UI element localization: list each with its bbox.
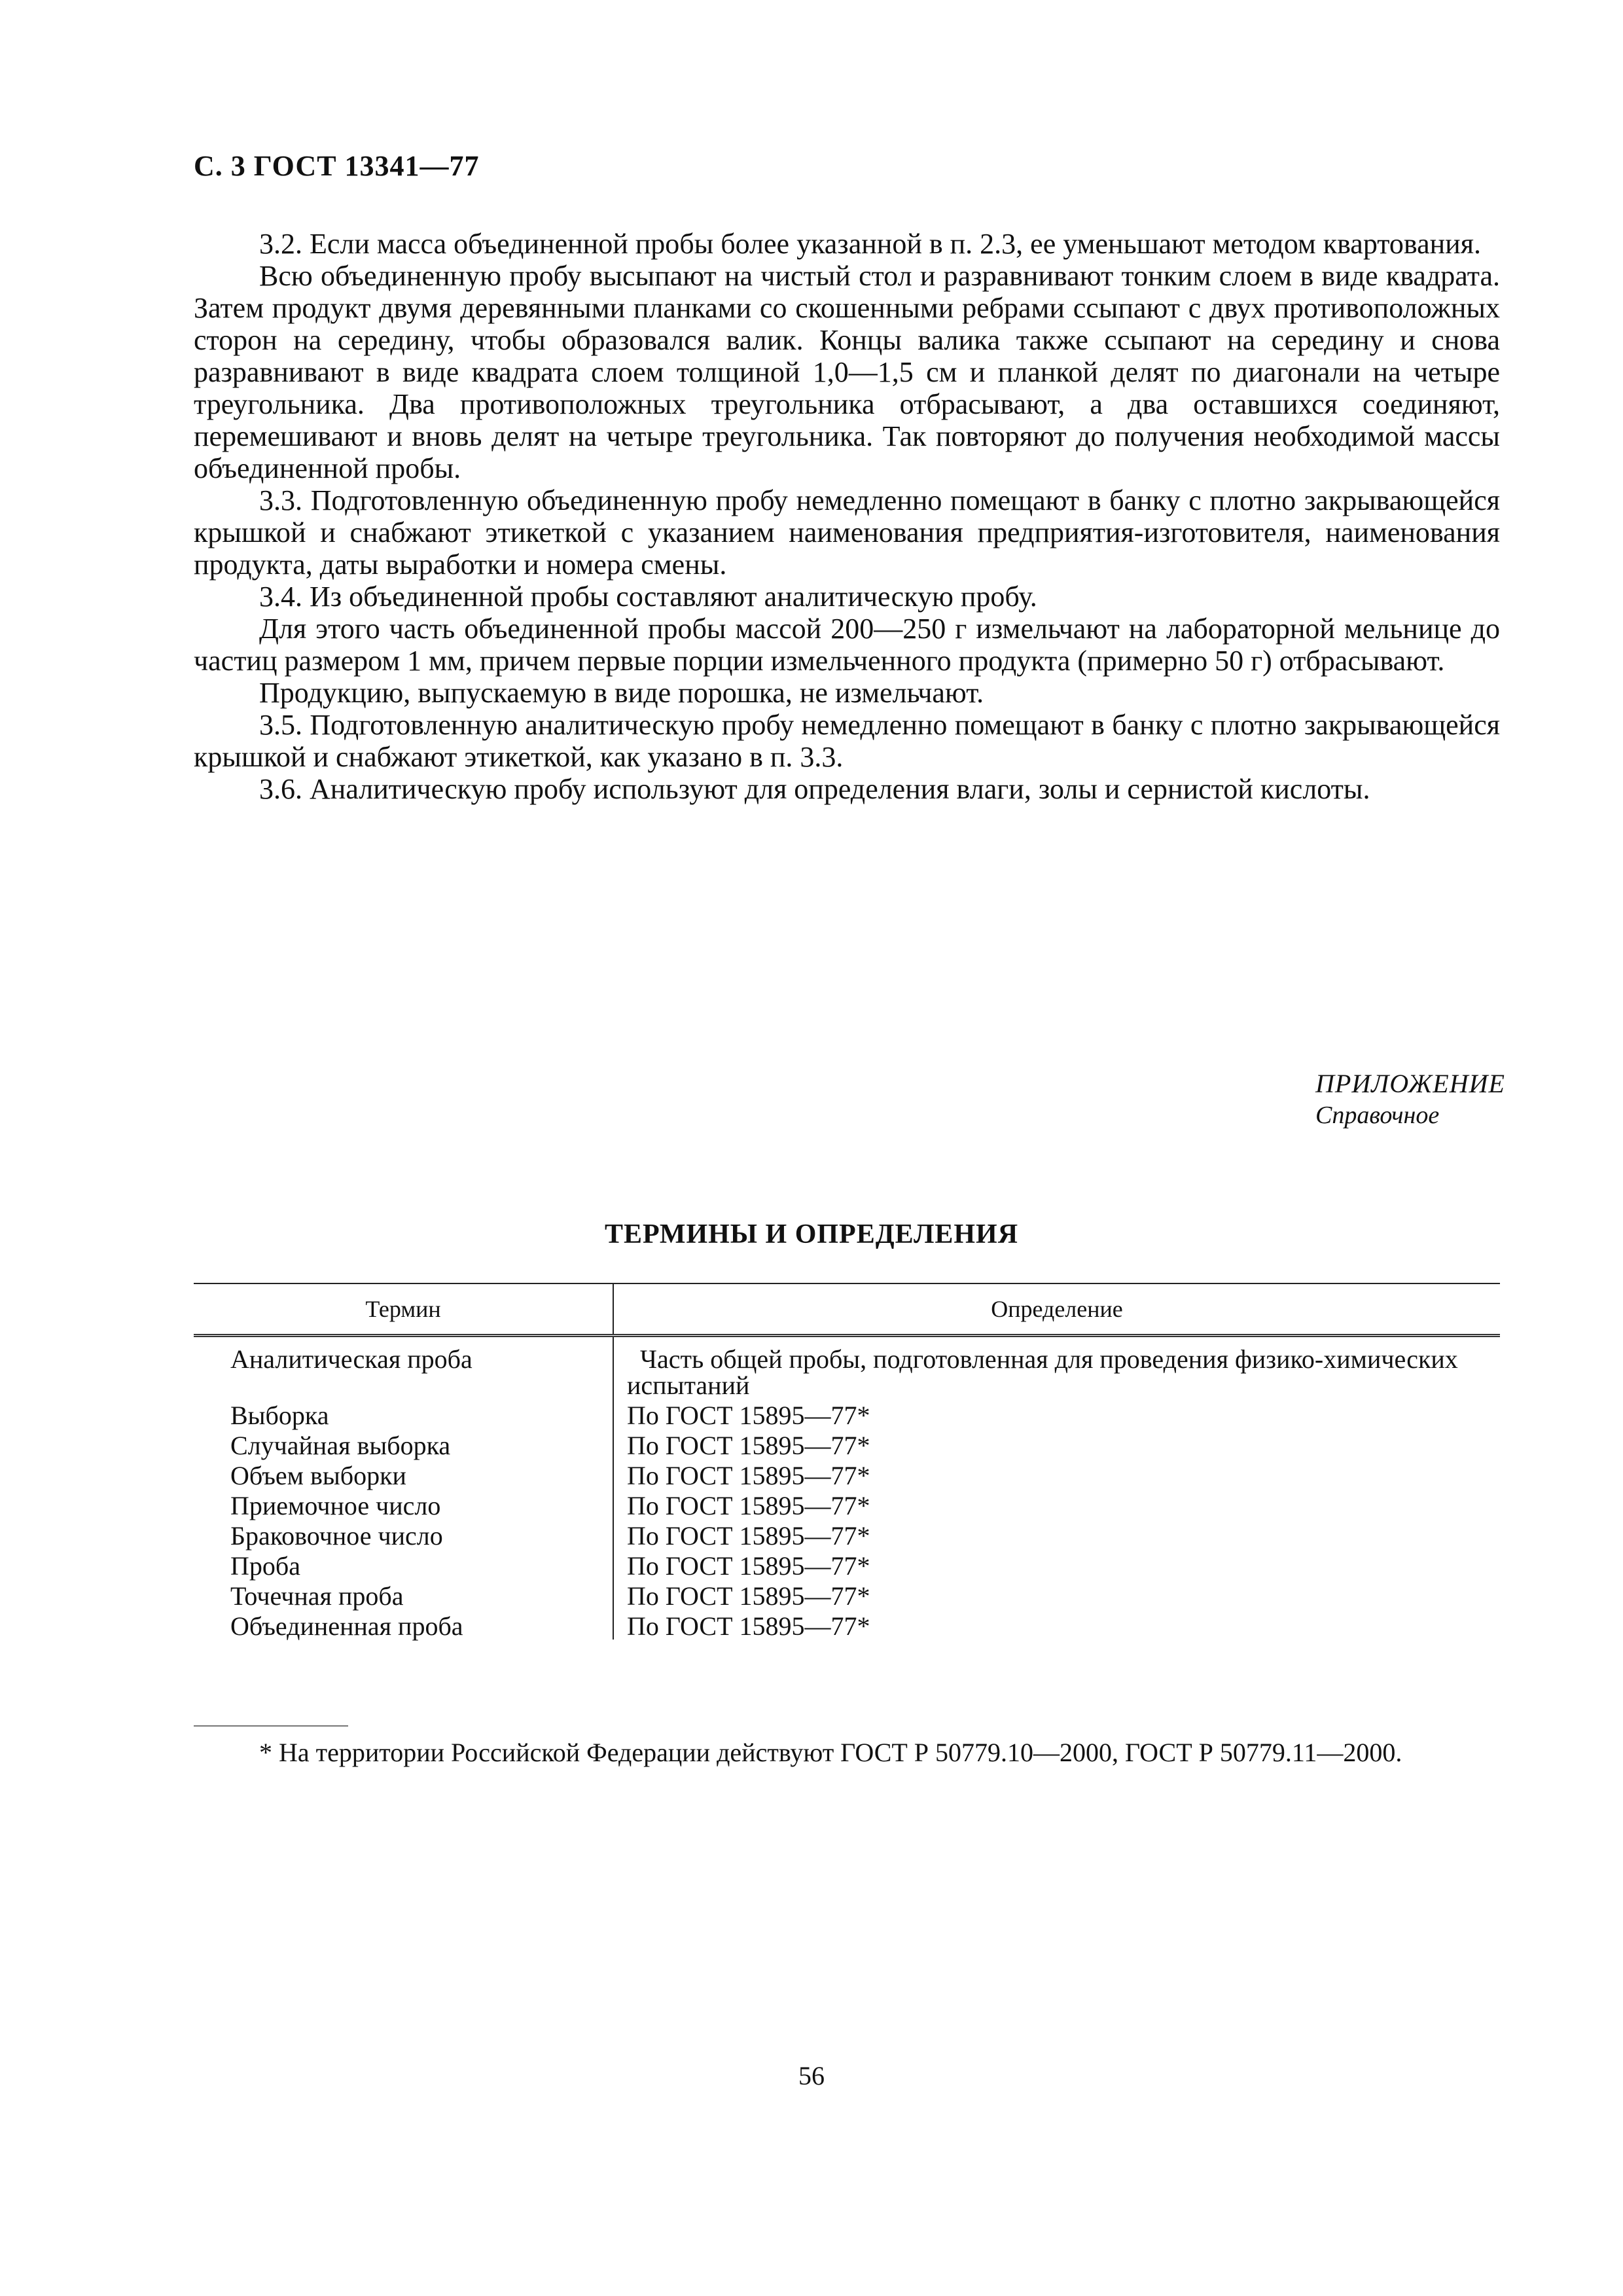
table-row bbox=[194, 1579, 1500, 1609]
footnote-divider bbox=[194, 1725, 348, 1727]
page-title: С. 3 ГОСТ 13341—77 bbox=[194, 150, 480, 182]
table-row bbox=[194, 1336, 1500, 1399]
definition-cell: По ГОСТ 15895—77* bbox=[627, 1611, 870, 1641]
table-row bbox=[194, 1489, 1500, 1519]
definition-cell: По ГОСТ 15895—77* bbox=[627, 1521, 870, 1551]
definition-cell: По ГОСТ 15895—77* bbox=[627, 1581, 870, 1611]
term-cell: Объем выборки bbox=[194, 1459, 613, 1489]
paragraph: Всю объединенную пробу высыпают на чистый стол и разравнивают тонким слоем в виде квадрата. Затем продукт двумя деревянными планками со скошенными ребрами ссыпают с двух противоположных сторон на середину, чтобы образовался валик. Концы валика также ссыпают на середину и снова разравнивают в виде квадрата слоем толщиной 1,0—1,5 см и планкой делят по диагонали на четыре треугольника. Два противоположных треугольника отбрасывают, а два оставшихся соединяют, перемешивают и вновь делят на четыре треугольника. Так повторяют до получения необходимой массы объединенной пробы. bbox=[194, 260, 1500, 484]
paragraph: 3.6. Аналитическую пробу используют для определения влаги, золы и сернистой кислоты. bbox=[259, 773, 1370, 805]
term-cell: Объединенная проба bbox=[194, 1609, 613, 1640]
definition-cell: По ГОСТ 15895—77* bbox=[627, 1491, 870, 1520]
column-header-term: Термин bbox=[194, 1283, 613, 1336]
appendix-subtitle: Справочное bbox=[1315, 1102, 1440, 1129]
terms-table bbox=[194, 1283, 1500, 1640]
term-cell: Приемочное число bbox=[194, 1489, 613, 1519]
section-title: ТЕРМИНЫ И ОПРЕДЕЛЕНИЯ bbox=[604, 1219, 1019, 1249]
footnote: * На территории Российской Федерации действуют ГОСТ Р 50779.10—2000, ГОСТ Р 50779.11—2000. bbox=[259, 1738, 1402, 1767]
table-row bbox=[194, 1459, 1500, 1489]
term-cell: Проба bbox=[194, 1549, 613, 1579]
column-header-definition: Определение bbox=[613, 1283, 1500, 1336]
paragraph: Продукцию, выпускаемую в виде порошка, не измельчают. bbox=[259, 677, 984, 709]
table-header-row bbox=[194, 1283, 1500, 1336]
term-cell: Аналитическая проба bbox=[194, 1336, 613, 1399]
appendix-label bbox=[1315, 1068, 1505, 1131]
table-row bbox=[194, 1399, 1500, 1429]
paragraph: 3.3. Подготовленную объединенную пробу немедленно помещают в банку с плотно закрывающейся крышкой и снабжают этикеткой с указанием наименования предприятия-изготовителя, наименования продукта, даты выработки и номера смены. bbox=[194, 484, 1500, 581]
definition-cell: Часть общей пробы, подготовленная для проведения физико-химических испытаний bbox=[627, 1344, 1458, 1400]
page-number: 56 bbox=[798, 2061, 825, 2090]
definition-cell: По ГОСТ 15895—77* bbox=[627, 1401, 870, 1430]
body-text bbox=[194, 228, 1500, 805]
definition-cell: По ГОСТ 15895—77* bbox=[627, 1551, 870, 1581]
term-cell: Случайная выборка bbox=[194, 1429, 613, 1459]
term-cell: Точечная проба bbox=[194, 1579, 613, 1609]
definition-cell: По ГОСТ 15895—77* bbox=[627, 1461, 870, 1490]
table-row bbox=[194, 1609, 1500, 1640]
term-cell: Выборка bbox=[194, 1399, 613, 1429]
table-row bbox=[194, 1429, 1500, 1459]
term-cell: Браковочное число bbox=[194, 1519, 613, 1549]
appendix-title: ПРИЛОЖЕНИЕ bbox=[1315, 1069, 1505, 1098]
table-row bbox=[194, 1549, 1500, 1579]
paragraph: Для этого часть объединенной пробы массой 200—250 г измельчают на лабораторной мельнице до частиц размером 1 мм, причем первые порции измельченного продукта (примерно 50 г) отбрасывают. bbox=[194, 613, 1500, 677]
table-row bbox=[194, 1519, 1500, 1549]
paragraph: 3.2. Если масса объединенной пробы более указанной в п. 2.3, ее уменьшают методом квартования. bbox=[259, 228, 1481, 260]
paragraph: 3.5. Подготовленную аналитическую пробу немедленно помещают в банку с плотно закрывающейся крышкой и снабжают этикеткой, как указано в п. 3.3. bbox=[194, 709, 1500, 773]
paragraph: 3.4. Из объединенной пробы составляют аналитическую пробу. bbox=[259, 581, 1037, 613]
definition-cell: По ГОСТ 15895—77* bbox=[627, 1431, 870, 1460]
